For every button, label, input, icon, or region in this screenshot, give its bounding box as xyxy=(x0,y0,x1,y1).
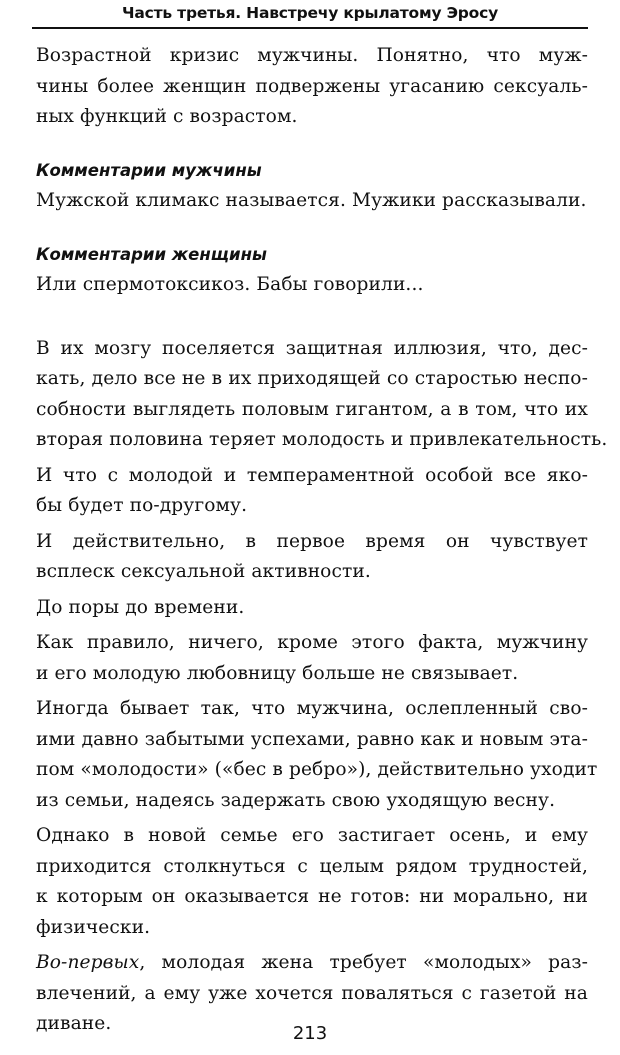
comment-women-text: Или спермотоксикоз. Бабы говорили... xyxy=(36,274,424,295)
text-line: приходится столкнуться с целым рядом трудностей, xyxy=(36,855,588,877)
page-number: 213 xyxy=(292,1023,328,1044)
comment-women-heading: Комментарии женщины xyxy=(36,244,267,264)
spacer xyxy=(36,301,588,334)
text-line: физически. xyxy=(36,916,151,938)
text-line: Как правило, ничего, кроме этого факта, мужчину xyxy=(36,632,588,653)
comment-men-block xyxy=(36,156,588,217)
text-line: бы будет по-другому. xyxy=(36,495,248,516)
text-line: вторая половина теряет молодость и привлекательность. xyxy=(36,429,608,450)
text-line xyxy=(36,948,588,979)
paragraph-illusion xyxy=(36,334,608,456)
text-line: И действительно, в первое время он чувствует xyxy=(36,530,588,552)
text-line: диване. xyxy=(36,1013,112,1034)
spacer xyxy=(36,133,588,156)
text-line: До поры до времени. xyxy=(36,596,245,618)
paragraph-as-a-rule xyxy=(36,628,588,689)
text-line: Однако в новой семье его застигает осень, и ему xyxy=(36,825,588,846)
running-header: Часть третья. Навстречу крылатому Эросу xyxy=(122,4,498,22)
text-line: кать, дело все не в их приходящей со старостью неспо- xyxy=(36,368,588,389)
text-line: ими давно забытыми успехами, равно как и новым эта- xyxy=(36,728,588,750)
text-line: ных функций с возрастом. xyxy=(36,106,298,127)
comment-men-text: Мужской климакс называется. Мужики рассказывали. xyxy=(36,190,587,211)
page-body xyxy=(36,41,608,1040)
text-line: влечений, а ему уже хочется поваляться с газетой на xyxy=(36,982,588,1004)
text-line: собности выглядеть половым гигантом, а в том, что их xyxy=(36,398,588,420)
text-span: , молодая жена требует «молодых» раз- xyxy=(139,952,588,973)
paragraph-intro xyxy=(36,41,588,133)
paragraph-for-now xyxy=(36,593,588,624)
spacer xyxy=(36,217,588,240)
header-rule xyxy=(32,27,588,29)
italic-emphasis: Во-первых xyxy=(36,952,140,973)
text-line: из семьи, надеясь задержать свою уходящую весну. xyxy=(36,789,556,811)
paragraph-however xyxy=(36,821,588,943)
paragraph-activity xyxy=(36,527,588,588)
comment-men-heading: Комментарии мужчины xyxy=(36,160,262,180)
text-line: И что с молодой и темпераментной особой все яко- xyxy=(36,464,588,486)
comment-women-block xyxy=(36,240,588,301)
text-line: Возрастной кризис мужчины. Понятно, что муж- xyxy=(36,45,588,66)
text-line: В их мозгу поселяется защитная иллюзия, что, дес- xyxy=(36,337,588,359)
text-line: к которым он оказывается не готов: ни морально, ни xyxy=(36,886,588,907)
paragraph-sometimes xyxy=(36,694,598,816)
text-line: всплеск сексуальной активности. xyxy=(36,561,371,582)
paragraph-young-partner xyxy=(36,461,588,522)
text-line: пом «молодости» («бес в ребро»), действительно уходит xyxy=(36,759,598,780)
text-line: и его молодую любовницу больше не связывает. xyxy=(36,662,519,684)
text-line: чины более женщин подвержены угасанию сексуаль- xyxy=(36,75,588,97)
text-line: Иногда бывает так, что мужчина, ослепленный сво- xyxy=(36,698,588,719)
